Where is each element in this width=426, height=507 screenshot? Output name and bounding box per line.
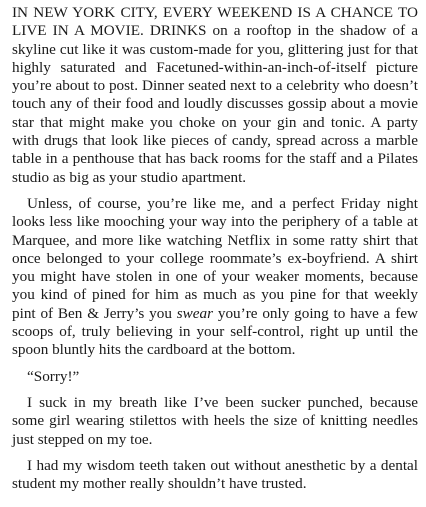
emphasis-text: swear: [176, 304, 214, 322]
paragraph-text: I had my wisdom teeth taken out without anesthetic by a dental student my mother really shouldn’t have trusted.: [12, 456, 418, 493]
paragraph-text: IN NEW YORK CITY, EVERY WEEKEND IS A CHANCE TO LIVE IN A MOVIE. DRINKS on a rooftop in the shadow of a skyline cut like it was custom-made for you, glittering just for that highly saturated and Facetuned-within-an-inch-of-itself picture you’re about to post. Dinner seated next to a celebrity who doesn’t touch any of their food and loudly discusses gossip about a movie star that might make you choke on your gin and tonic. A party with drugs that look like pieces of candy, spread across a marble table in a penthouse that has back rooms for the staff and a Pilates studio as big as your studio apartment.: [12, 4, 418, 186]
paragraph-dialogue-sorry: [12, 368, 418, 386]
paragraph-sucker-punched: [12, 394, 418, 449]
paragraph-text: you’re only going to have a few scoops of, truly believing in your self-control, right up until the spoon bluntly hits the cardboard at the bottom.: [12, 304, 418, 359]
paragraph-text: I suck in my breath like I’ve been sucker punched, because some girl wearing stilettos with heels the size of knitting needles just stepped on my toe.: [12, 393, 418, 448]
paragraph-text: Unless, of course, you’re like me, and a perfect Friday night looks less like mooching your way into the periphery of a table at Marquee, and more like watching Netflix in some ratty shirt that once belonged to your college roommate’s ex-boyfriend. A shirt you might have stolen in one of your weaker moments, because you kind of pined for him as much as you pine for that weekly pint of Ben & Jerry’s you: [12, 194, 418, 322]
paragraph-wisdom-teeth: [12, 457, 418, 494]
document-page: [12, 4, 418, 501]
dialogue-text: “Sorry!”: [27, 367, 80, 385]
paragraph-opening: [12, 4, 418, 187]
paragraph-friday-night: [12, 195, 418, 360]
